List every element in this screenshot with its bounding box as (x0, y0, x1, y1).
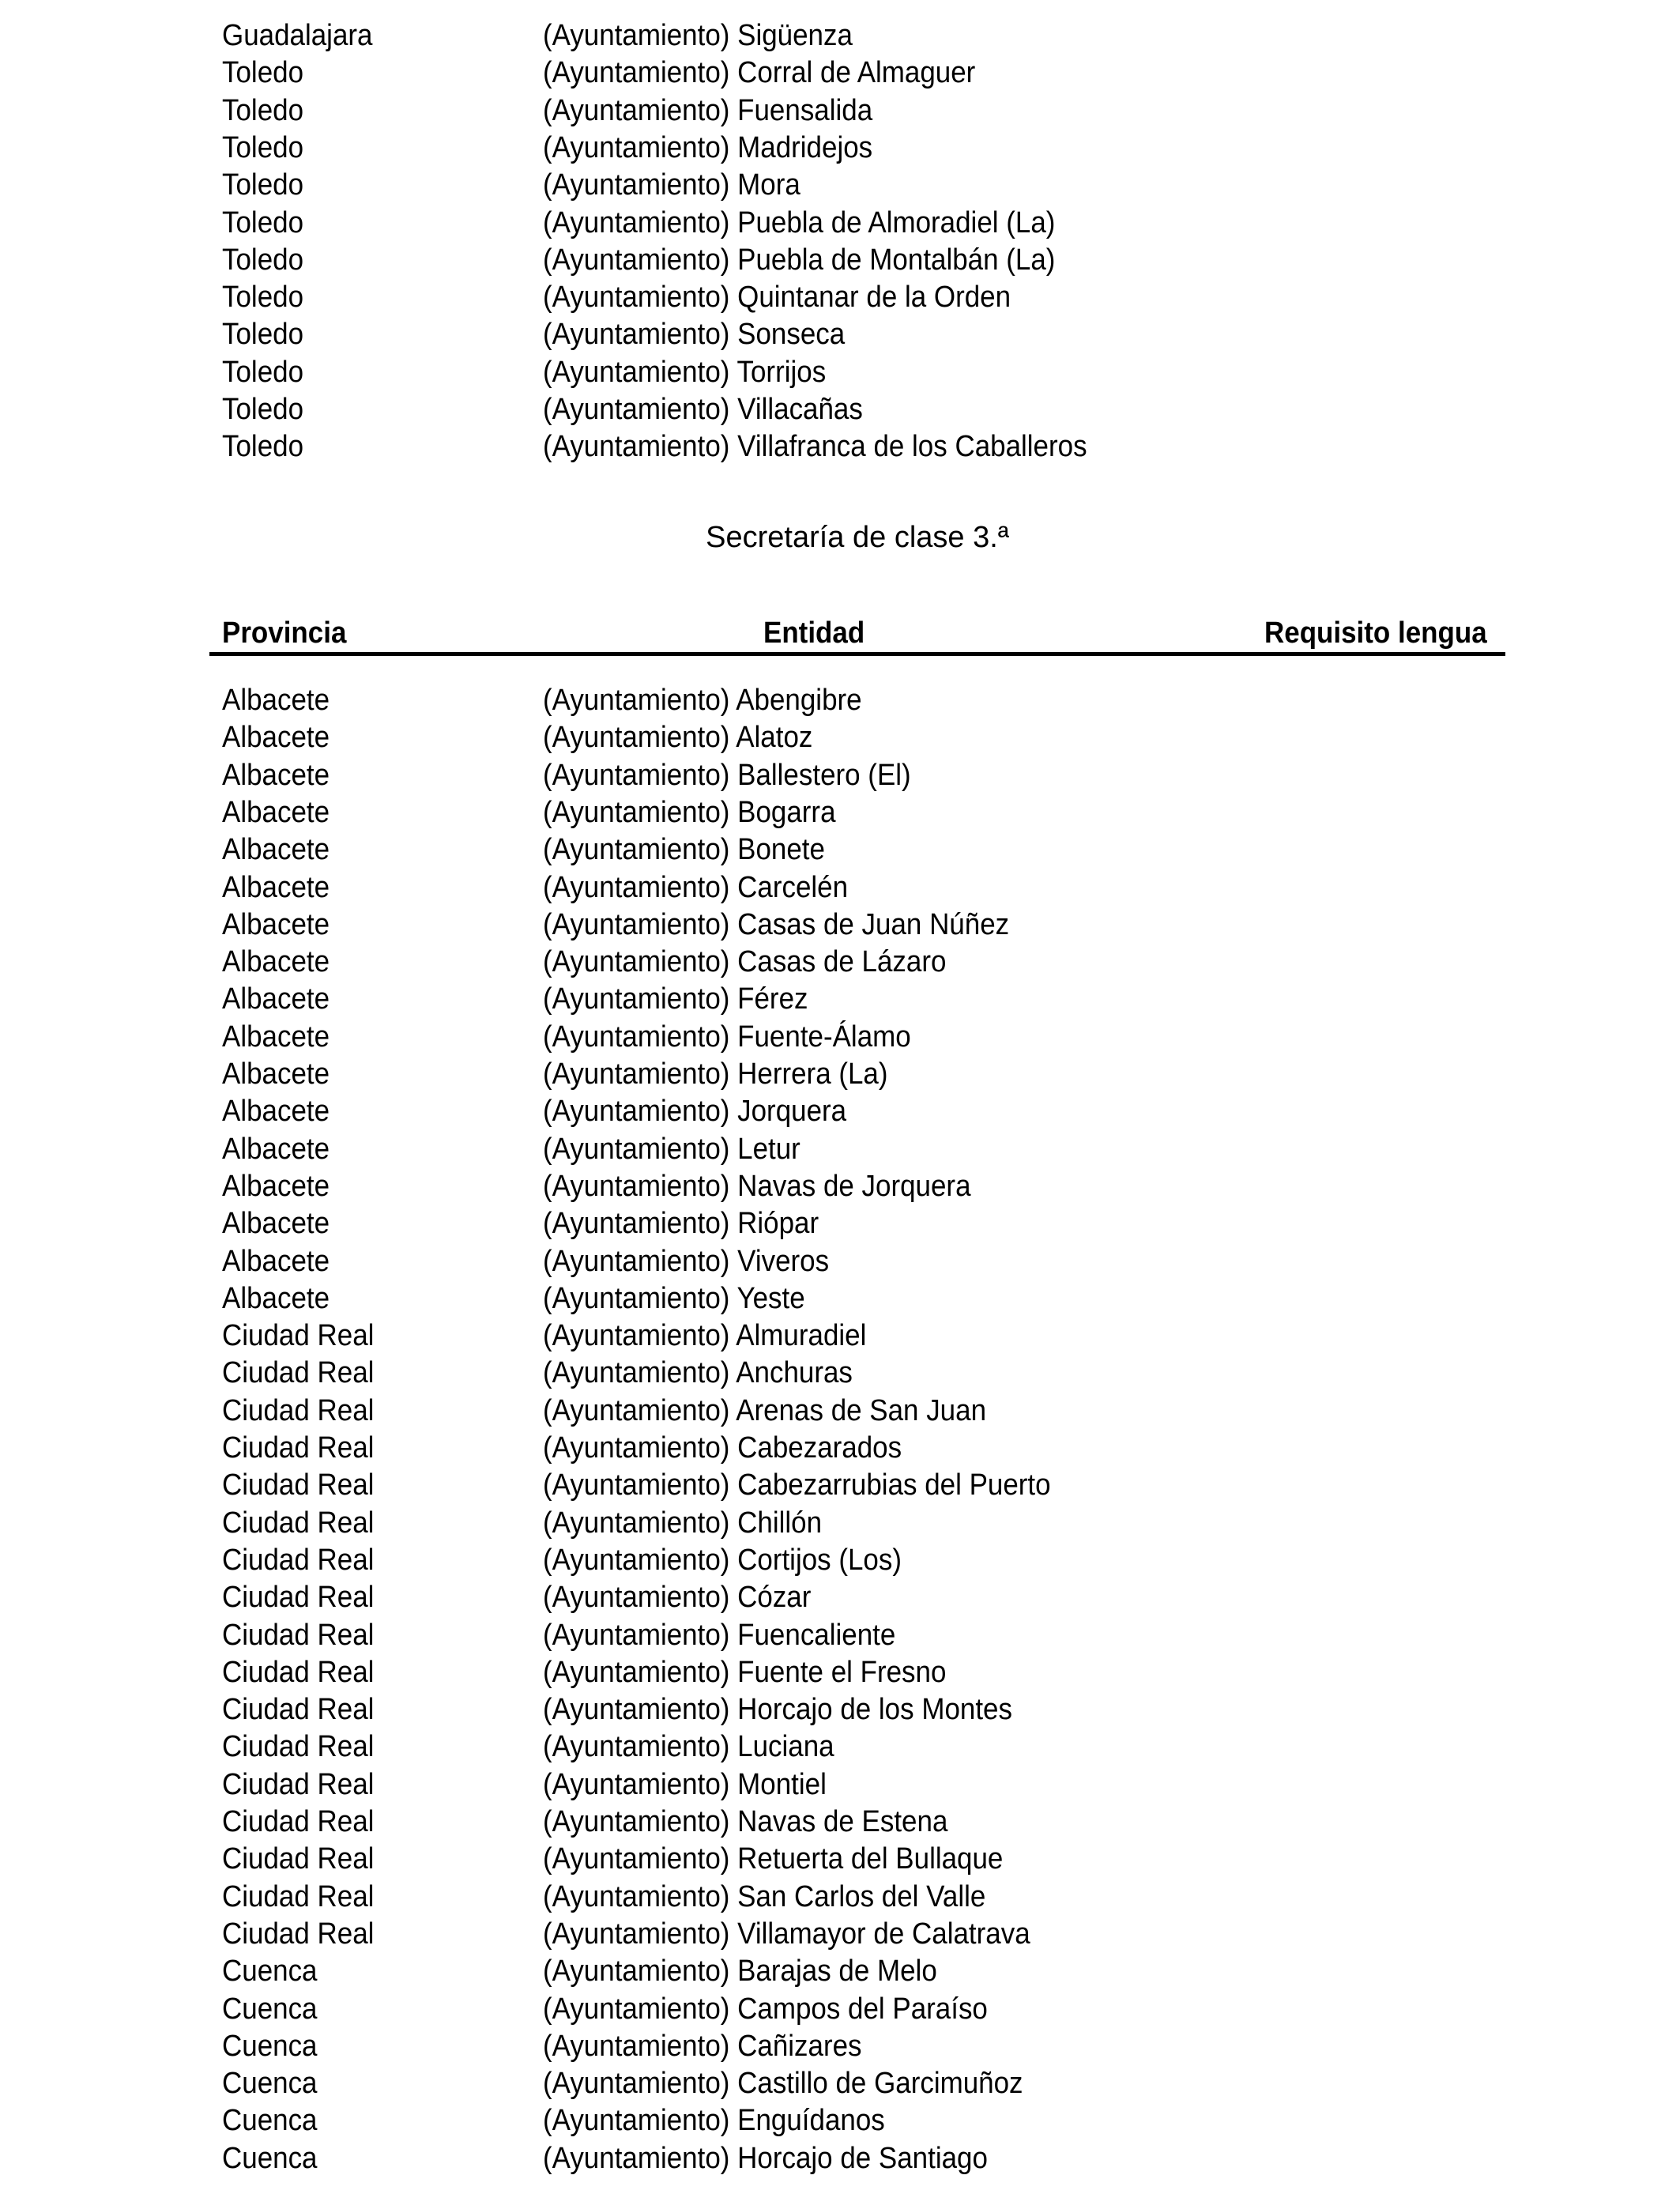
table-row (0, 1242, 1680, 1280)
cell-provincia: Ciudad Real (222, 1693, 375, 1727)
cell-entidad: (Ayuntamiento) Chillón (543, 1506, 823, 1540)
cell-entidad: (Ayuntamiento) Almuradiel (543, 1319, 867, 1353)
cell-provincia: Albacete (222, 833, 330, 867)
cell-provincia: Ciudad Real (222, 1805, 375, 1838)
cell-provincia: Ciudad Real (222, 1917, 375, 1951)
cell-entidad: (Ayuntamiento) Campos del Paraíso (543, 1992, 988, 2026)
table-row (0, 278, 1680, 316)
cell-entidad: (Ayuntamiento) Horcajo de los Montes (543, 1693, 1012, 1727)
table-row (0, 794, 1680, 831)
table-row (0, 1691, 1680, 1728)
table-row (0, 129, 1680, 167)
cell-provincia: Ciudad Real (222, 1879, 375, 1913)
cell-provincia: Toledo (222, 56, 304, 90)
table-row (0, 1952, 1680, 1990)
cell-entidad: (Ayuntamiento) Arenas de San Juan (543, 1393, 987, 1427)
cell-provincia: Toledo (222, 318, 304, 352)
cell-provincia: Albacete (222, 1057, 330, 1091)
table-row (0, 428, 1680, 466)
table-row (0, 1167, 1680, 1205)
cell-entidad: (Ayuntamiento) Fuente el Fresno (543, 1655, 947, 1689)
table-row (0, 2027, 1680, 2065)
cell-entidad: (Ayuntamiento) Sigüenza (543, 19, 853, 52)
cell-entidad: (Ayuntamiento) Ballestero (El) (543, 758, 911, 792)
table-row (0, 1766, 1680, 1804)
table-row (0, 17, 1680, 55)
cell-provincia: Cuenca (222, 2104, 318, 2138)
table-row (0, 1429, 1680, 1467)
cell-provincia: Guadalajara (222, 19, 373, 52)
cell-entidad: (Ayuntamiento) Bonete (543, 833, 825, 867)
table-row (0, 2064, 1680, 2102)
cell-provincia: Albacete (222, 684, 330, 717)
cell-entidad: (Ayuntamiento) Bogarra (543, 795, 836, 829)
cell-entidad: (Ayuntamiento) Abengibre (543, 684, 862, 717)
cell-entidad: (Ayuntamiento) Barajas de Melo (543, 1955, 937, 1989)
table-row (0, 943, 1680, 981)
cell-entidad: (Ayuntamiento) Cortijos (Los) (543, 1543, 902, 1577)
table-row (0, 54, 1680, 92)
cell-provincia: Ciudad Real (222, 1431, 375, 1465)
cell-entidad: (Ayuntamiento) Villacañas (543, 393, 863, 426)
table-row (0, 1504, 1680, 1542)
cell-provincia: Ciudad Real (222, 1543, 375, 1577)
cell-provincia: Ciudad Real (222, 1468, 375, 1502)
cell-provincia: Cuenca (222, 2141, 318, 2175)
cell-entidad: (Ayuntamiento) Viveros (543, 1244, 830, 1278)
table-row (0, 1055, 1680, 1093)
table-row (0, 1204, 1680, 1242)
cell-entidad: (Ayuntamiento) Férez (543, 982, 808, 1016)
column-header-entidad: Entidad (763, 616, 865, 650)
cell-provincia: Albacete (222, 1281, 330, 1315)
cell-provincia: Cuenca (222, 1992, 318, 2026)
cell-provincia: Cuenca (222, 2067, 318, 2101)
cell-entidad: (Ayuntamiento) Mora (543, 168, 800, 202)
cell-entidad: (Ayuntamiento) Luciana (543, 1730, 834, 1764)
cell-entidad: (Ayuntamiento) Madridejos (543, 130, 873, 164)
cell-entidad: (Ayuntamiento) Fuencaliente (543, 1618, 896, 1652)
table-row (0, 1803, 1680, 1841)
cell-provincia: Ciudad Real (222, 1842, 375, 1876)
cell-entidad: (Ayuntamiento) Riópar (543, 1207, 819, 1241)
cell-entidad: (Ayuntamiento) Anchuras (543, 1356, 853, 1390)
cell-provincia: Albacete (222, 1132, 330, 1166)
table-row (0, 831, 1680, 869)
cell-entidad: (Ayuntamiento) Fuente-Álamo (543, 1020, 911, 1054)
cell-provincia: Toledo (222, 243, 304, 277)
table-row (0, 1878, 1680, 1916)
cell-entidad: (Ayuntamiento) Castillo de Garcimuñoz (543, 2067, 1023, 2101)
cell-entidad: (Ayuntamiento) Yeste (543, 1281, 805, 1315)
table-row (0, 906, 1680, 944)
cell-entidad: (Ayuntamiento) Horcajo de Santiago (543, 2141, 988, 2175)
cell-provincia: Toledo (222, 93, 304, 127)
table-row (0, 166, 1680, 204)
cell-provincia: Albacete (222, 907, 330, 941)
cell-provincia: Toledo (222, 393, 304, 426)
table-row (0, 2139, 1680, 2177)
cell-provincia: Albacete (222, 870, 330, 904)
table-row (0, 869, 1680, 907)
cell-entidad: (Ayuntamiento) Puebla de Almoradiel (La) (543, 205, 1056, 239)
table-row (0, 1018, 1680, 1056)
cell-provincia: Ciudad Real (222, 1319, 375, 1353)
table-row (0, 353, 1680, 391)
cell-entidad: (Ayuntamiento) Torrijos (543, 355, 827, 389)
cell-entidad: (Ayuntamiento) Villamayor de Calatrava (543, 1917, 1030, 1951)
cell-provincia: Albacete (222, 1020, 330, 1054)
cell-entidad: (Ayuntamiento) Corral de Almaguer (543, 56, 976, 90)
table-row (0, 241, 1680, 279)
table-row (0, 1840, 1680, 1878)
cell-provincia: Ciudad Real (222, 1618, 375, 1652)
cell-entidad: (Ayuntamiento) Jorquera (543, 1095, 847, 1129)
cell-entidad: (Ayuntamiento) Montiel (543, 1767, 827, 1801)
table-row (0, 1915, 1680, 1953)
table-row (0, 1616, 1680, 1654)
cell-provincia: Toledo (222, 130, 304, 164)
table-row (0, 681, 1680, 719)
table-header (0, 614, 1680, 652)
cell-entidad: (Ayuntamiento) Herrera (La) (543, 1057, 888, 1091)
table-row (0, 1280, 1680, 1318)
table-row (0, 315, 1680, 353)
table-row (0, 1541, 1680, 1579)
cell-entidad: (Ayuntamiento) Enguídanos (543, 2104, 885, 2138)
table-row (0, 1392, 1680, 1430)
cell-entidad: (Ayuntamiento) Casas de Lázaro (543, 945, 947, 979)
column-header-provincia: Provincia (222, 616, 347, 650)
table-row (0, 1653, 1680, 1691)
cell-provincia: Albacete (222, 795, 330, 829)
cell-provincia: Albacete (222, 945, 330, 979)
cell-provincia: Ciudad Real (222, 1581, 375, 1615)
cell-entidad: (Ayuntamiento) Cañizares (543, 2029, 862, 2063)
cell-provincia: Albacete (222, 758, 330, 792)
cell-entidad: (Ayuntamiento) Alatoz (543, 721, 813, 755)
cell-provincia: Toledo (222, 355, 304, 389)
cell-provincia: Toledo (222, 168, 304, 202)
cell-provincia: Cuenca (222, 1955, 318, 1989)
cell-provincia: Ciudad Real (222, 1356, 375, 1390)
table-row (0, 1578, 1680, 1616)
cell-provincia: Toledo (222, 205, 304, 239)
table-row (0, 390, 1680, 428)
cell-provincia: Ciudad Real (222, 1730, 375, 1764)
table-row (0, 756, 1680, 794)
cell-entidad: (Ayuntamiento) Retuerta del Bullaque (543, 1842, 1004, 1876)
cell-provincia: Albacete (222, 1095, 330, 1129)
cell-provincia: Albacete (222, 1207, 330, 1241)
table-row (0, 1728, 1680, 1766)
cell-provincia: Toledo (222, 430, 304, 464)
table-row (0, 718, 1680, 756)
cell-entidad: (Ayuntamiento) Navas de Estena (543, 1805, 948, 1838)
header-divider (209, 652, 1505, 656)
cell-provincia: Albacete (222, 982, 330, 1016)
column-header-requisito-lengua: Requisito lengua (1264, 616, 1487, 650)
section-title: Secretaría de clase 3.ª (706, 521, 1009, 554)
cell-provincia: Albacete (222, 721, 330, 755)
table-row (0, 204, 1680, 242)
table-row (0, 1354, 1680, 1392)
table-row (0, 1466, 1680, 1504)
cell-entidad: (Ayuntamiento) Fuensalida (543, 93, 873, 127)
table-row (0, 1092, 1680, 1130)
cell-entidad: (Ayuntamiento) Letur (543, 1132, 800, 1166)
cell-entidad: (Ayuntamiento) Cózar (543, 1581, 812, 1615)
table-row (0, 1130, 1680, 1168)
cell-entidad: (Ayuntamiento) Cabezarrubias del Puerto (543, 1468, 1051, 1502)
cell-entidad: (Ayuntamiento) Villafranca de los Caballeros (543, 430, 1087, 464)
cell-provincia: Cuenca (222, 2029, 318, 2063)
cell-provincia: Ciudad Real (222, 1393, 375, 1427)
cell-provincia: Toledo (222, 281, 304, 315)
cell-entidad: (Ayuntamiento) Sonseca (543, 318, 846, 352)
cell-provincia: Ciudad Real (222, 1767, 375, 1801)
table-row (0, 1317, 1680, 1355)
cell-entidad: (Ayuntamiento) Casas de Juan Núñez (543, 907, 1010, 941)
cell-provincia: Ciudad Real (222, 1506, 375, 1540)
table-row (0, 1990, 1680, 2028)
table-row (0, 980, 1680, 1018)
cell-provincia: Ciudad Real (222, 1655, 375, 1689)
cell-entidad: (Ayuntamiento) Quintanar de la Orden (543, 281, 1011, 315)
cell-provincia: Albacete (222, 1244, 330, 1278)
table-row (0, 92, 1680, 130)
cell-entidad: (Ayuntamiento) San Carlos del Valle (543, 1879, 986, 1913)
cell-entidad: (Ayuntamiento) Navas de Jorquera (543, 1169, 971, 1203)
cell-entidad: (Ayuntamiento) Puebla de Montalbán (La) (543, 243, 1056, 277)
cell-entidad: (Ayuntamiento) Cabezarados (543, 1431, 902, 1465)
table-row (0, 2102, 1680, 2139)
cell-entidad: (Ayuntamiento) Carcelén (543, 870, 849, 904)
cell-provincia: Albacete (222, 1169, 330, 1203)
